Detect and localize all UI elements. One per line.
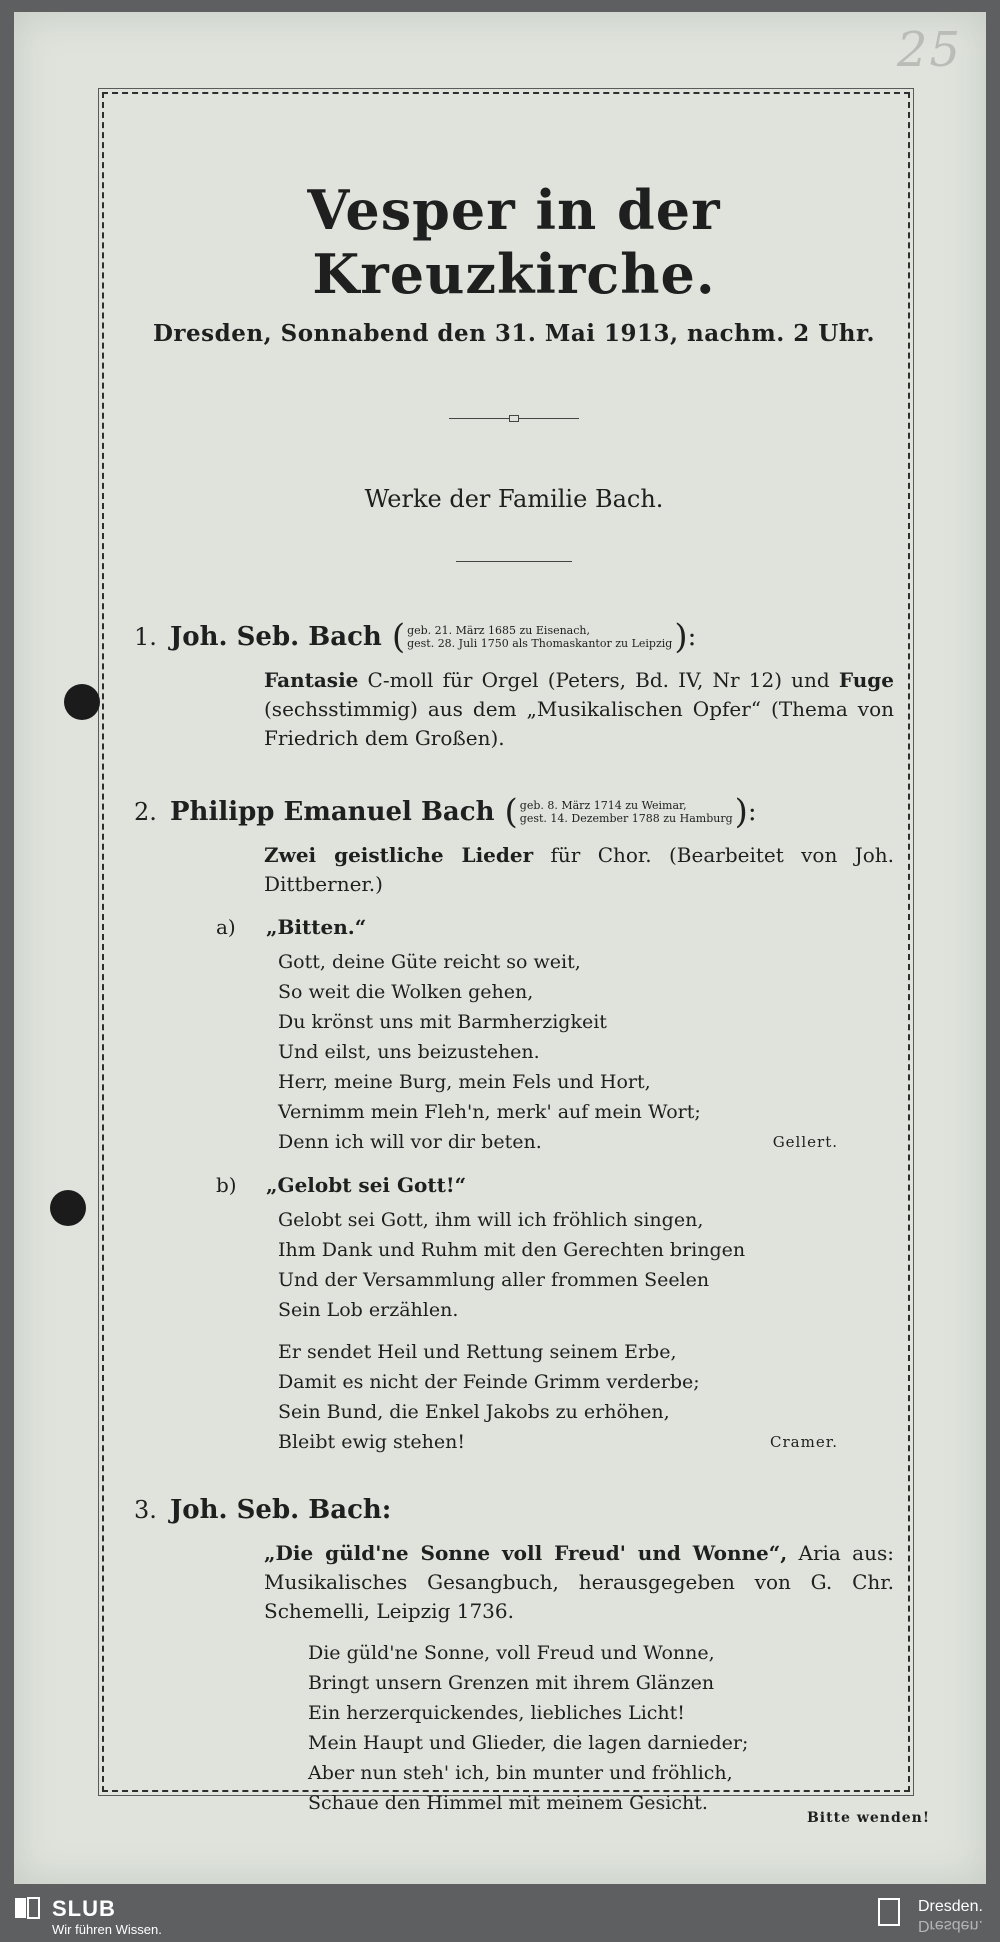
composer-name: Joh. Seb. Bach: [170,1495,392,1525]
birth-date: geb. 8. März 1714 zu Weimar, [519,799,687,812]
program-content [134,172,894,1818]
program-sheet [14,12,986,1884]
dresden-crest-icon[interactable] [878,1898,900,1926]
item-heading [134,1495,894,1525]
poem-line: Schaue den Himmel mit meinem Gesicht. [308,1792,708,1814]
song-label: b) [216,1173,237,1197]
program-item [134,617,894,753]
work-description [264,666,894,753]
work-description [264,1539,894,1626]
poem-line: Und eilst, uns beizustehen. [278,1041,540,1063]
death-date: gest. 28. Juli 1750 als Thomaskantor zu Leipzig [407,637,673,650]
divider [456,561,572,562]
song-text [278,1205,894,1457]
poem-line: Bringt unsern Grenzen mit ihrem Glänzen [308,1672,715,1694]
poem-line: Damit es nicht der Feinde Grimm verderbe; [278,1371,700,1393]
work-description [264,841,894,899]
work-details: Aria aus: Musikalisches Gesangbuch, herausgegeben von G. Chr. Schemelli, Leipzig 1736. [264,1541,894,1623]
poem-line: Herr, meine Burg, mein Fels und Hort, [278,1071,651,1093]
item-heading [134,792,894,832]
song-label: a) [216,915,236,939]
program-item [134,1495,894,1818]
song-title: „Bitten.“ [266,915,367,939]
poet-name: Gellert. [772,1133,838,1151]
poem-line: Ein herzerquickendes, liebliches Licht! [308,1702,685,1724]
song-text [308,1638,894,1818]
poem-line: Aber nun steh' ich, bin munter und fröhlich, [308,1762,733,1784]
song-title: „Gelobt sei Gott!“ [266,1173,467,1197]
section-title: Werke der Familie Bach. [364,485,664,513]
composer-dates: ( geb. 8. März 1714 zu Weimar, gest. 14. Dezember 1788 zu Hamburg ) : [504,792,757,832]
death-date: gest. 14. Dezember 1788 zu Hamburg [519,812,733,825]
punch-hole [50,1190,86,1226]
composer-name: Joh. Seb. Bach [170,622,382,652]
poem-line: Und der Versammlung aller frommen Seelen [278,1269,710,1291]
punch-hole [64,684,100,720]
poem-line: Vernimm mein Fleh'n, merk' auf mein Wort; [278,1101,701,1123]
page-number: 25 [896,22,962,78]
poem-last-row [278,1127,838,1157]
song-heading [134,1173,894,1197]
slub-logo-icon[interactable] [14,1896,40,1920]
slub-tagline: Wir führen Wissen. [52,1922,162,1937]
poem-line: Mein Haupt und Glieder, die lagen darnieder; [308,1732,749,1754]
poem-line: Sein Lob erzählen. [278,1299,459,1321]
turn-page-note: Bitte wenden! [806,1810,930,1826]
ornament-divider [449,413,579,425]
poem-line: Bleibt ewig stehen! [278,1431,465,1453]
work-title: Fuge [838,668,894,692]
song-heading [134,915,894,939]
item-number: 1. [134,623,157,651]
poem-line: Du krönst uns mit Barmherzigkeit [278,1011,607,1033]
composer-name: Philipp Emanuel Bach [170,797,495,827]
composer-dates: ( geb. 21. März 1685 zu Eisenach, gest. 28. Juli 1750 als Thomaskantor zu Leipzig ) : [391,617,697,657]
item-number: 3. [134,1496,157,1524]
dresden-logo-text[interactable]: Dresden. [918,1898,983,1915]
work-details: für Chor. (Bearbeitet von Joh. Dittberner.) [264,843,894,896]
page-title: Vesper in der Kreuzkirche. [307,178,721,306]
poem-line: So weit die Wolken gehen, [278,981,534,1003]
poem-line: Sein Bund, die Enkel Jakobs zu erhöhen, [278,1401,670,1423]
event-date-line: Dresden, Sonnabend den 31. Mai 1913, nachm. 2 Uhr. [152,320,876,347]
work-details: (sechsstimmig) aus dem „Musikalischen Opfer“ (Thema von Friedrich dem Großen). [264,697,894,750]
item-heading [134,617,894,657]
poem-last-row [278,1427,838,1457]
slub-name[interactable]: SLUB [52,1896,116,1921]
work-title: „Die güld'ne Sonne voll Freud' und Wonne“, [264,1541,788,1565]
song-text [278,947,894,1157]
program-item [134,792,894,1457]
poem-line: Gott, deine Güte reicht so weit, [278,951,581,973]
poet-name: Cramer. [770,1433,838,1451]
item-number: 2. [134,798,157,826]
work-details: C-moll für Orgel (Peters, Bd. IV, Nr 12) und [358,668,839,692]
dresden-logo-reflection: Dresden. [918,1917,983,1934]
work-title: Fantasie [264,668,359,692]
poem-line: Ihm Dank und Ruhm mit den Gerechten bringen [278,1239,746,1261]
poem-line: Er sendet Heil und Rettung seinem Erbe, [278,1341,677,1363]
work-title: Zwei geistliche Lieder [264,843,534,867]
poem-line: Die güld'ne Sonne, voll Freud und Wonne, [308,1642,715,1664]
poem-line: Gelobt sei Gott, ihm will ich fröhlich singen, [278,1209,704,1231]
birth-date: geb. 21. März 1685 zu Eisenach, [407,624,590,637]
poem-line: Denn ich will vor dir beten. [278,1131,542,1153]
